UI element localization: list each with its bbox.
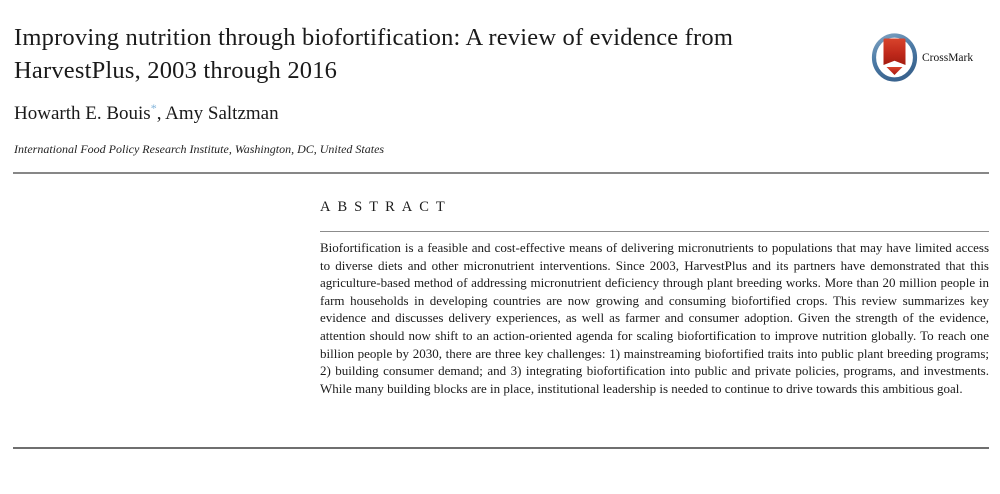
affiliation: International Food Policy Research Institute, Washington, DC, United States [14, 142, 385, 156]
authors-rest: , Amy Saltzman [156, 103, 279, 124]
page-title [14, 21, 854, 87]
crossmark-badge[interactable] [871, 33, 973, 82]
bottom-divider [13, 447, 989, 449]
crossmark-icon [871, 33, 918, 82]
abstract-heading: ABSTRACT [320, 199, 452, 215]
author-name-1: Howarth E. Bouis [14, 103, 151, 124]
title-line-2: HarvestPlus, 2003 through 2016 [14, 57, 338, 84]
crossmark-label: CrossMark [922, 51, 974, 64]
abstract-divider [320, 231, 989, 232]
top-divider [13, 172, 989, 174]
title-line-1: Improving nutrition through biofortification: A review of evidence from [14, 24, 734, 51]
corresponding-author-marker[interactable]: * [150, 101, 157, 115]
abstract-text: Biofortification is a feasible and cost-effective means of delivering micronutrients to populations that may have limited access to diverse diets and other micronutrient interventions. Since 2003, HarvestPlus and its partners have demonstrated that this agriculture-based method of addressing micronutrient deficiency through plant breeding works. More than 20 million people in farm households in developing countries are now growing and consuming biofortified crops. This review summarizes key evidence and discusses delivery experiences, as well as farmer and consumer adoption. Given the strength of the evidence, attention should now shift to an action-oriented agenda for scaling biofortification to improve nutrition globally. To reach one billion people by 2030, there are three key challenges: 1) mainstreaming biofortified traits into public plant breeding programs; 2) building consumer demand; and 3) integrating biofortification into public and private policies, programs, and investments. While many building blocks are in place, institutional leadership is needed to continue to drive towards this ambitious goal. [320, 240, 989, 396]
authors-line [14, 103, 279, 125]
